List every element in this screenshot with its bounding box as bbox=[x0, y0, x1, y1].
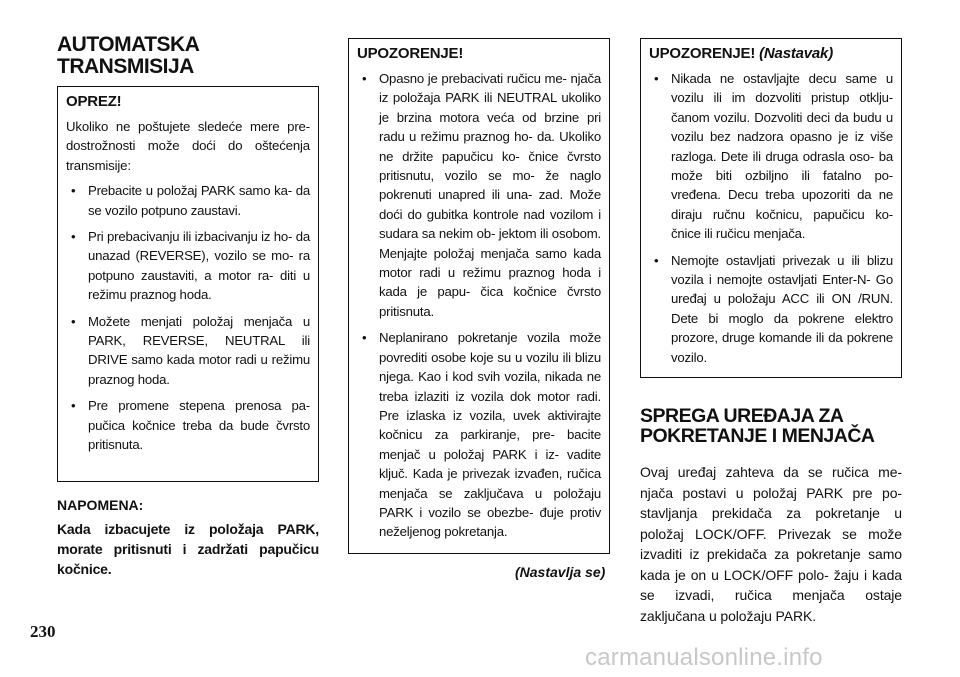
caution-intro: Ukoliko ne poštujete sledeće mere pre- dostrožnosti može doći do oštećenja transmisije: bbox=[66, 119, 310, 173]
heading-line-2: TRANSMISIJA bbox=[57, 55, 194, 79]
continued-label: (Nastavlja se) bbox=[515, 564, 606, 580]
caution-item: • Pri prebacivanju ili izbacivanju iz ho- da unazad (REVERSE), vozilo se mo- ra potpuno zaustaviti, a motor ra- diti u režimu praznog hoda. bbox=[71, 229, 310, 303]
interlock-body: Ovaj uređaj zahteva da se ručica me- njača postavi u položaj PARK pre po- stavljanja prekidača za pokretanje u položaj LOCK/OFF. Privezak se može izvaditi iz prekidača za pokretanje samo kada je on u LOCK/OFF polo- žaju i kada se izvadi, ručica menjača ostaje zaključana u položaju PARK. bbox=[640, 464, 902, 624]
section-heading-interlock bbox=[640, 406, 902, 447]
caution-item: • Prebacite u položaj PARK samo ka- da se vozilo potpuno zaustavi. bbox=[71, 183, 310, 218]
page-number: 230 bbox=[30, 622, 56, 641]
warning-continued-title: UPOZORENJE! (Nastavak) bbox=[649, 45, 833, 62]
bullet-icon: • bbox=[71, 313, 76, 329]
heading-line-1: SPREGA UREĐAJA ZA bbox=[640, 405, 844, 427]
bullet-icon: • bbox=[71, 183, 76, 199]
bullet-icon: • bbox=[362, 330, 367, 346]
heading-line-1: AUTOMATSKA bbox=[57, 33, 200, 56]
warning-item: • Opasno je prebacivati ručicu me- njača iz položaja PARK ili NEUTRAL ukoliko je brzina motora veća od brzine pri radu u režimu praznog ho- da. Ukoliko ne držite papučicu ko- čnice čvrsto pritisnutu, vozilo se mo- že naglo pokrenuti unapred ili una- zad. Može doći do gubitka kontrole nad vozilom i sudara sa nekim ob- jektom ili osobom. Menjajte položaj menjača samo kada motor radi u režimu praznog hoda i kada je papu- čica kočnice čvrsto pritisnuta. bbox=[362, 71, 601, 319]
bullet-icon: • bbox=[654, 252, 659, 268]
watermark: carmanualsonline.info bbox=[585, 644, 823, 671]
continuation-label: (Nastavak) bbox=[759, 45, 833, 62]
caution-item: • Pre promene stepena prenosa pa- pučica kočnice treba da bude čvrsto pritisnuta. bbox=[71, 398, 310, 453]
note-title: NAPOMENA: bbox=[57, 497, 144, 513]
warning-item: • Neplanirano pokretanje vozila može povrediti osobe koje su u vozilu ili blizu njega. Kao i kod svih vozila, nikada ne treba izlaziti iz vozila dok motor radi. Pre izlaska iz vozila, uvek aktivirajte kočnicu za parkiranje, pre- bacite menjač u položaj PARK i iz- vadite ključ. Kada je privezak izvađen, ručica menjača se zaključava u položaju PARK i vozilo se obezbe- đuje protiv neželjenog pokretanja. bbox=[362, 330, 601, 540]
warning-list bbox=[357, 69, 601, 542]
warning-item: • Nemojte ostavljati privezak u ili blizu vozila i nemojte ostavljati Enter-N- Go uređaj u položaju ACC ili ON /RUN. Dete bi moglo da pokrene elektro prozore, druge komande ili da pokrene vozilo. bbox=[654, 252, 893, 365]
bullet-icon: • bbox=[654, 71, 659, 86]
bullet-icon: • bbox=[71, 229, 76, 245]
bullet-icon: • bbox=[71, 398, 76, 414]
warning-box bbox=[348, 38, 610, 554]
warning-continued-list bbox=[649, 69, 893, 367]
bullet-icon: • bbox=[362, 71, 367, 86]
heading-line-2: POKRETANJE I MENJAČA bbox=[640, 425, 875, 448]
caution-item: • Možete menjati položaj menjača u PARK, REVERSE, NEUTRAL ili DRIVE samo kada motor radi u režimu praznog hoda. bbox=[71, 313, 310, 387]
note-body: Kada izbacujete iz položaja PARK, morate pritisnuti i zadržati papučicu kočnice. bbox=[57, 521, 319, 577]
caution-box bbox=[57, 86, 319, 482]
caution-list bbox=[66, 181, 310, 454]
warning-title: UPOZORENJE! bbox=[357, 45, 464, 62]
note-block bbox=[57, 497, 319, 579]
warning-item: • Nikada ne ostavljajte decu same u vozilu ili im dozvoliti pristup otklju- čanom vozilu. Dozvoliti deci da budu u vozilu bez nadzora opasno je iz više razloga. Dete ili druga odrasla oso- ba može biti ozbiljno ili fatalno po- vređena. Decu treba upozoriti da ne diraju ručnu kočnicu, papučicu ko- čnice ili ručicu menjača. bbox=[654, 71, 893, 242]
caution-title: OPREZ! bbox=[66, 93, 122, 110]
section-heading-automatic-transmission bbox=[57, 34, 319, 78]
warning-continued-box bbox=[640, 38, 902, 378]
